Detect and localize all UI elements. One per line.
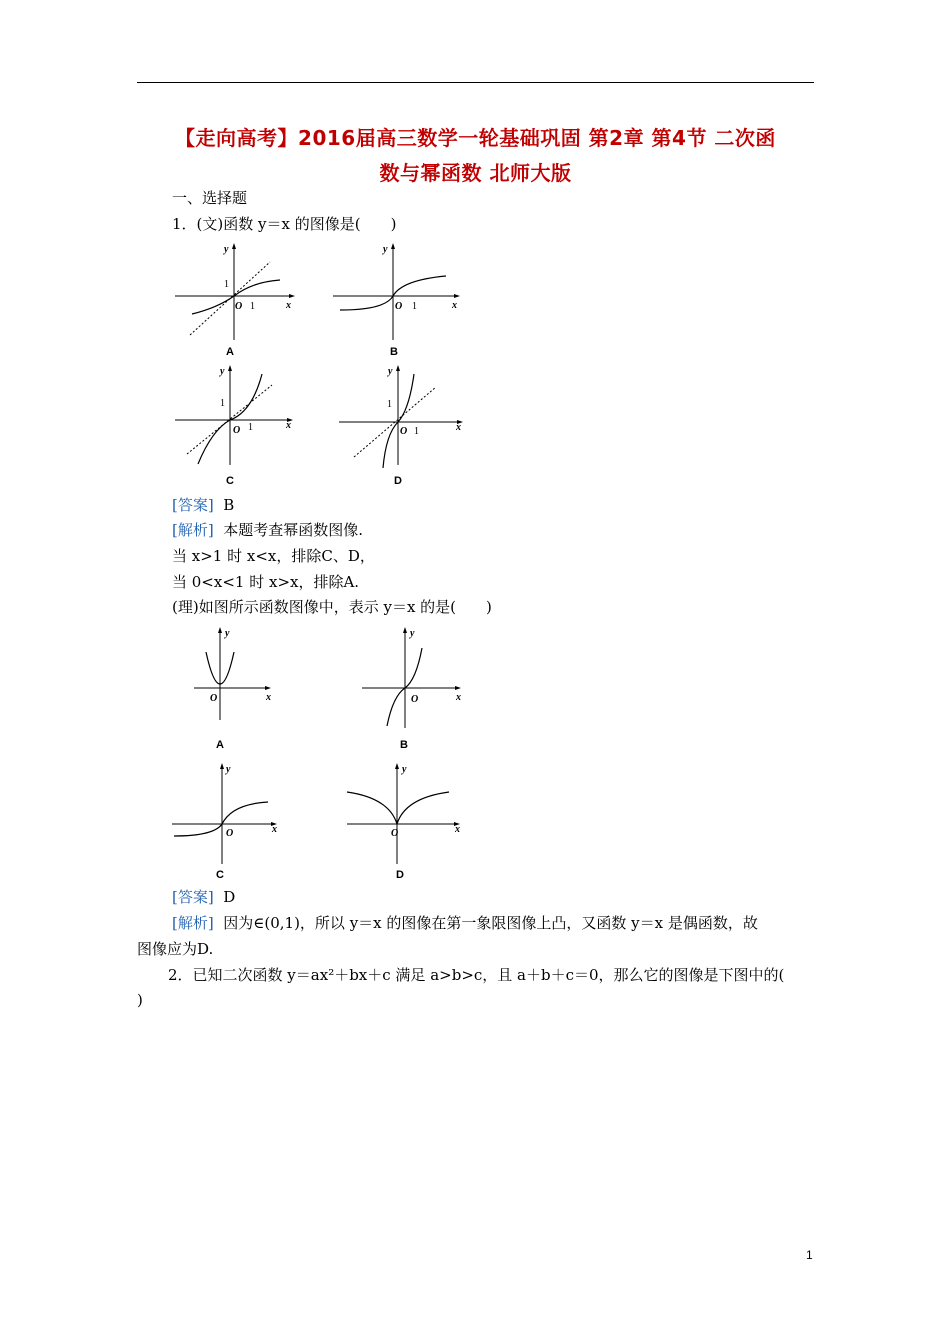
graph-wen-d (336, 362, 471, 490)
q1-answer (172, 495, 234, 515)
x-label: x (456, 692, 461, 703)
origin-label: O (235, 301, 243, 312)
analysis-text: 本题考查幂函数图像. (223, 521, 364, 539)
graph-li-c (170, 760, 285, 882)
caption: A (216, 739, 224, 751)
q1-li-analysis (172, 913, 758, 933)
answer-label: [答案] (172, 888, 214, 906)
graph-li-b (360, 624, 470, 752)
q1-analysis-line2: 当 0<x<1 时 x>x，排除A. (172, 573, 360, 591)
y-label: y (220, 366, 225, 377)
x-label: x (456, 422, 461, 433)
x-arrow (454, 294, 460, 298)
x-label: x (266, 692, 271, 703)
analysis-label: [解析] (172, 521, 214, 539)
header-rule (137, 82, 814, 83)
doc-title-line2: 数与幂函数 北师大版 (379, 161, 572, 185)
graph-wen-a (172, 240, 302, 360)
x-arrow (289, 294, 295, 298)
y-label: y (388, 366, 393, 377)
y-arrow (218, 627, 222, 633)
q2-stem-line2: ) (137, 991, 143, 1009)
y-label: y (226, 764, 231, 775)
analysis-text: 因为∈(0,1)，所以 y＝x 的图像在第一象限图像上凸，又函数 y＝x 是偶函数，故 (223, 914, 758, 932)
y-label: y (224, 244, 229, 255)
one-label: 1 (220, 398, 225, 409)
x-label: x (452, 300, 457, 311)
answer-label: [答案] (172, 496, 214, 514)
origin-label: O (400, 426, 408, 437)
y-arrow (228, 365, 232, 371)
caption: B (390, 346, 398, 358)
x-label: x (286, 300, 291, 311)
curve (347, 792, 449, 824)
section-heading: 一、选择题 (172, 189, 248, 207)
origin-label: O (391, 828, 399, 839)
graph-li-d (345, 760, 470, 882)
origin-label: O (233, 425, 241, 436)
y-label: y (225, 628, 230, 639)
x-label: x (286, 420, 291, 431)
doc-title-line1: 【走向高考】2016届高三数学一轮基础巩固 第2章 第4节 二次函 (175, 126, 776, 150)
graph-wen-b (330, 240, 465, 360)
origin-label: O (210, 693, 218, 704)
one-label: 1 (412, 301, 417, 312)
analysis-label: [解析] (172, 914, 214, 932)
one-label: 1 (250, 301, 255, 312)
graph-li-a (188, 624, 278, 752)
origin-label: O (226, 828, 234, 839)
answer-value: D (223, 888, 236, 906)
y-label: y (410, 628, 415, 639)
caption: C (216, 869, 224, 881)
q1-analysis-line1: 当 x>1 时 x<x，排除C、D， (172, 547, 375, 565)
one-label: 1 (248, 422, 253, 433)
q1-analysis (172, 520, 363, 540)
caption: C (226, 475, 234, 487)
x-arrow (265, 686, 271, 690)
y-arrow (396, 365, 400, 371)
origin-label: O (395, 301, 403, 312)
y-label: y (383, 244, 388, 255)
y-arrow (403, 627, 407, 633)
y-arrow (391, 243, 395, 249)
y-arrow (232, 243, 236, 249)
y-arrow (395, 763, 399, 769)
y-label: y (402, 764, 407, 775)
q1-li-answer (172, 887, 235, 907)
caption: B (400, 739, 408, 751)
y-arrow (220, 763, 224, 769)
caption: A (226, 346, 234, 358)
q2-stem: 2．已知二次函数 y＝ax²＋bx＋c 满足 a>b>c，且 a＋b＋c＝0，那么它的图像是下图中的( (168, 966, 785, 984)
one-label: 1 (224, 279, 229, 290)
one-label: 1 (414, 426, 419, 437)
caption: D (396, 869, 404, 881)
answer-value: B (223, 496, 235, 514)
curve (174, 802, 268, 836)
caption: D (394, 475, 402, 487)
q1-stem: 1．(文)函数 y＝x 的图像是( ) (172, 215, 397, 233)
q1-li-analysis-line2: 图像应为D. (137, 940, 214, 958)
one-label: 1 (387, 399, 392, 410)
page-number: 1 (806, 1248, 813, 1262)
q1-li-stem: (理)如图所示函数图像中，表示 y＝x 的是( ) (172, 598, 492, 616)
x-arrow (455, 686, 461, 690)
x-label: x (272, 824, 277, 835)
x-label: x (455, 824, 460, 835)
graph-wen-c (172, 362, 302, 490)
origin-label: O (411, 694, 419, 705)
